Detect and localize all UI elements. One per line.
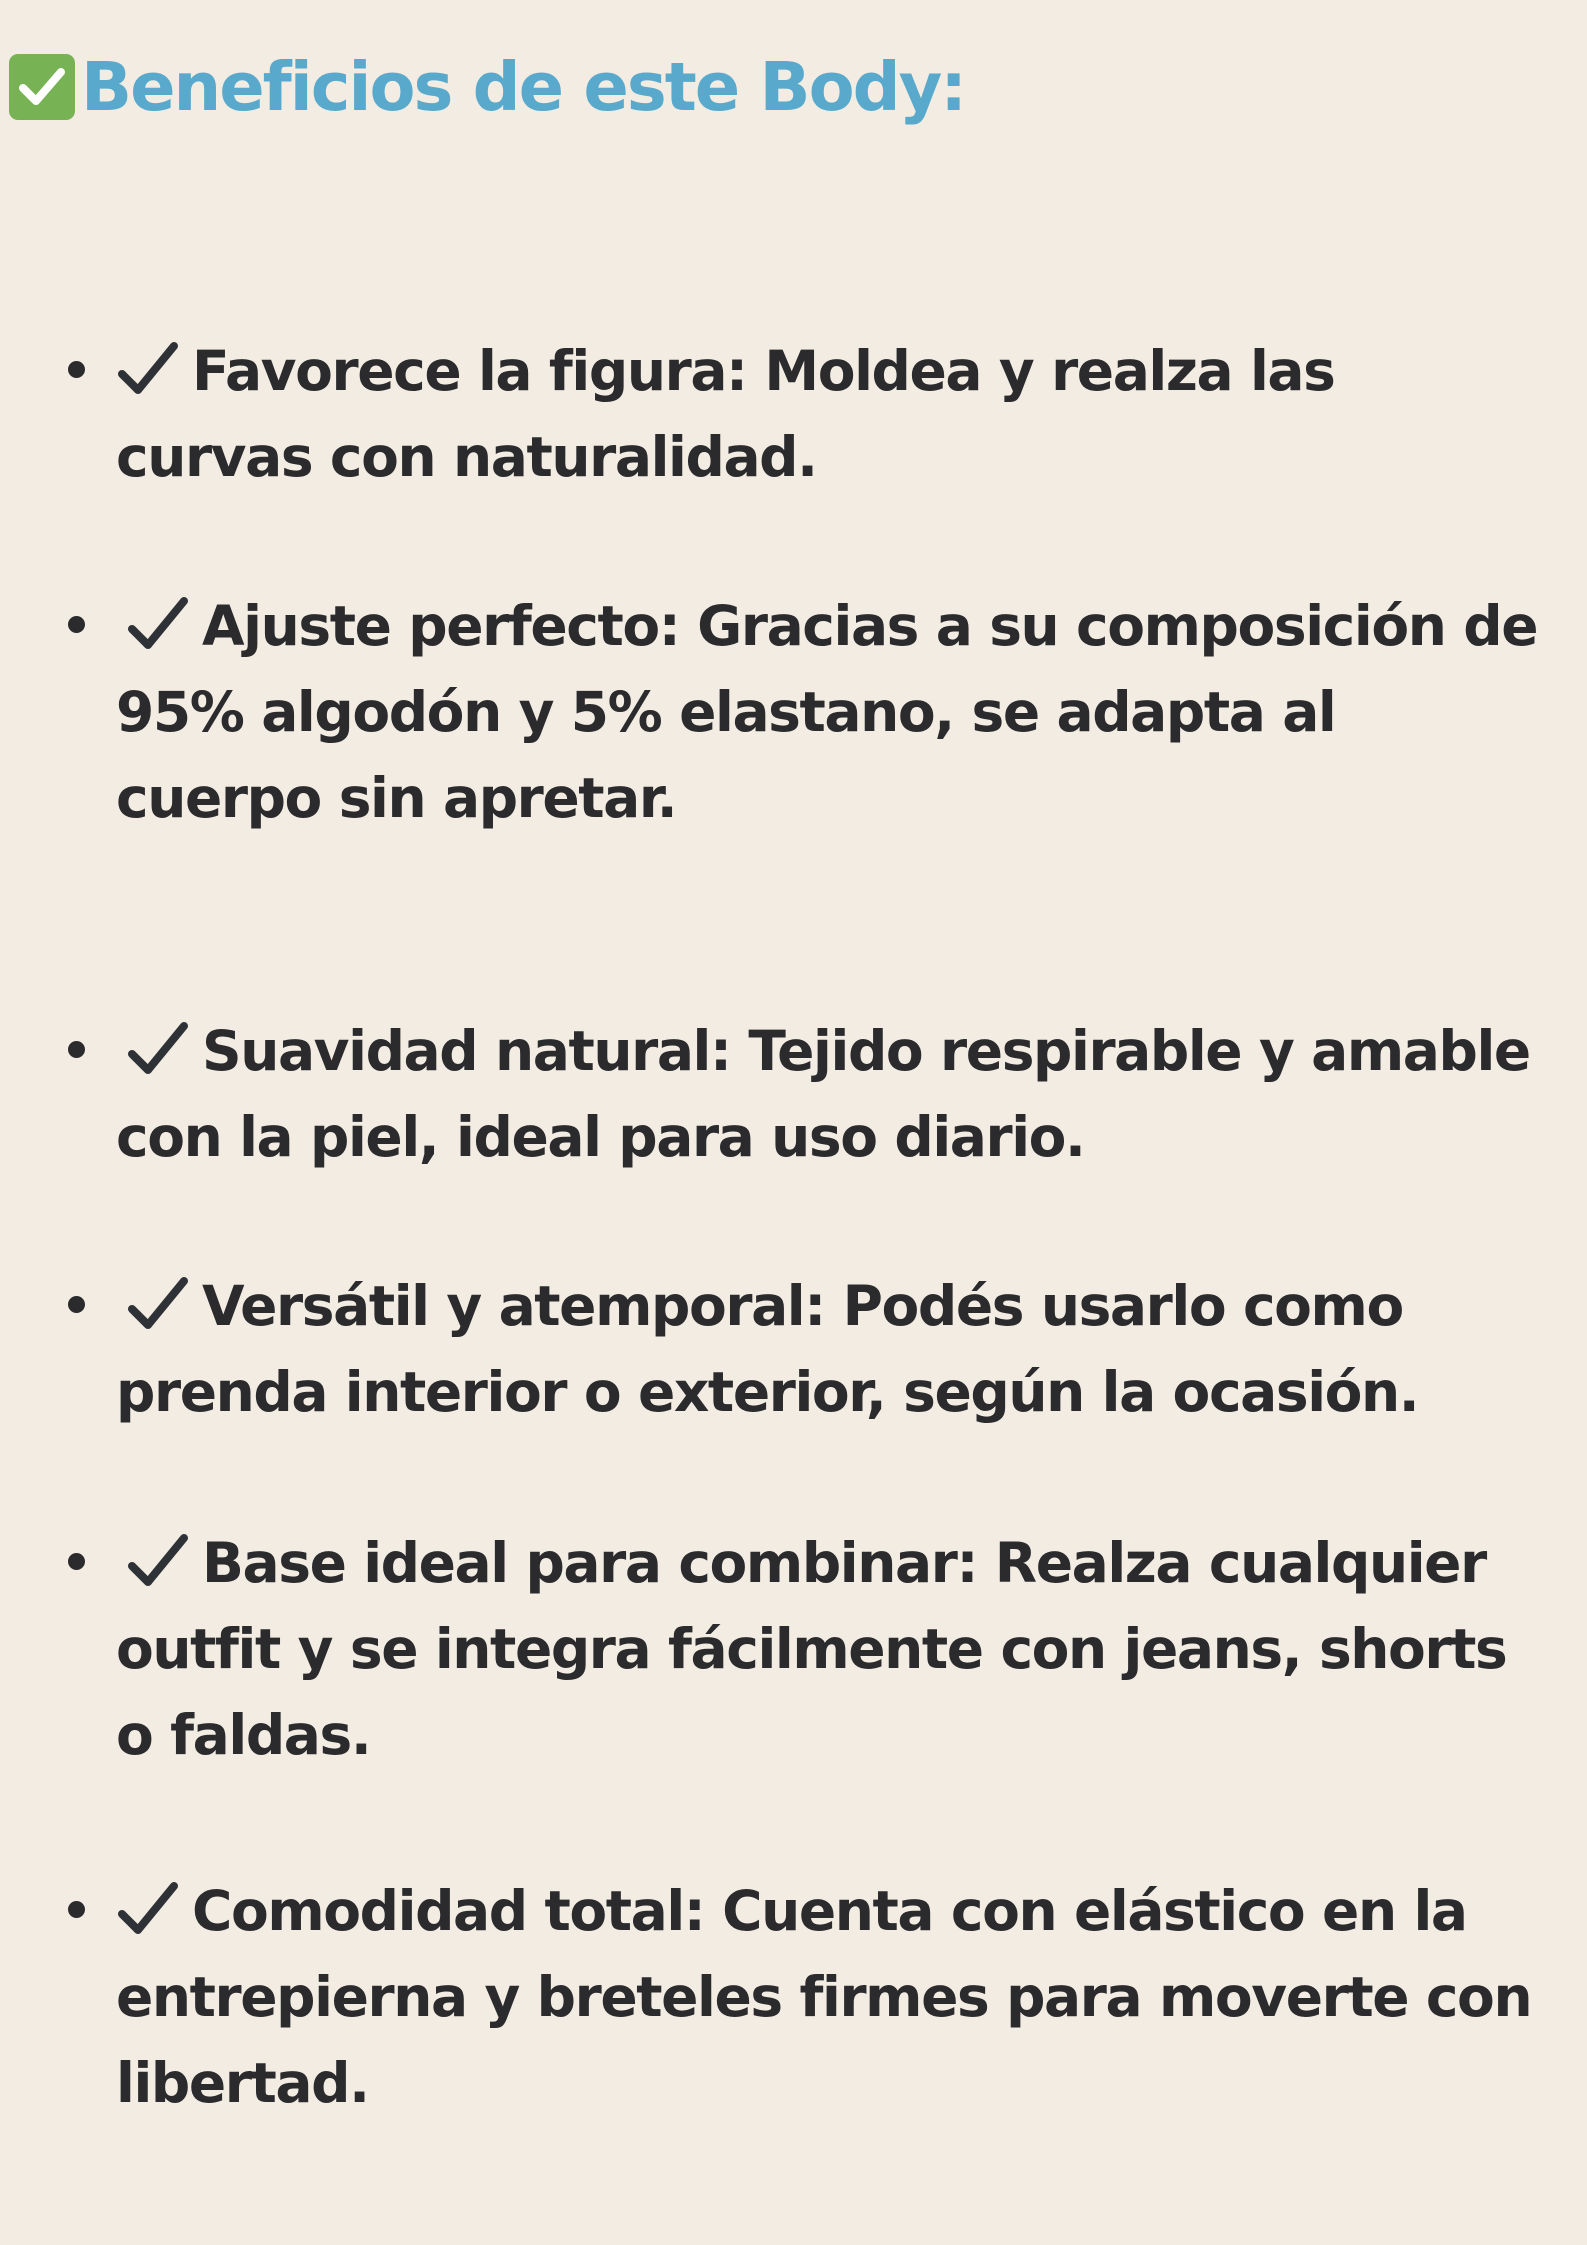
title-text: Beneficios de este Body: [81, 48, 966, 126]
check-mark-box-icon [9, 54, 75, 120]
benefit-text: Suavidad natural: Tejido respirable y amable con la piel, ideal para uso diario. [116, 1019, 1530, 1169]
check-mark-icon [116, 340, 180, 398]
benefit-item [116, 583, 1546, 841]
benefit-item [116, 1263, 1546, 1435]
bullet-dot [68, 361, 85, 378]
check-mark-icon [126, 1275, 190, 1333]
benefit-text: Favorece la figura: Moldea y realza las curvas con naturalidad. [116, 339, 1335, 489]
check-mark-icon [126, 1020, 190, 1078]
benefit-item [116, 1520, 1546, 1778]
check-mark-icon [116, 1880, 180, 1938]
benefit-item [116, 1868, 1546, 2126]
bullet-dot [68, 1041, 85, 1058]
benefit-text: Base ideal para combinar: Realza cualquier outfit y se integra fácilmente con jeans, shorts o faldas. [116, 1531, 1507, 1767]
benefit-text: Ajuste perfecto: Gracias a su composición de 95% algodón y 5% elastano, se adapta al cuerpo sin apretar. [116, 594, 1538, 830]
benefit-text: Comodidad total: Cuenta con elástico en la entrepierna y breteles firmes para moverte con libertad. [116, 1879, 1532, 2115]
benefit-item [116, 328, 1546, 500]
check-mark-icon [126, 595, 190, 653]
benefit-item [116, 1008, 1546, 1180]
bullet-dot [68, 1553, 85, 1570]
benefit-text: Versátil y atemporal: Podés usarlo como prenda interior o exterior, según la ocasión. [116, 1274, 1419, 1424]
check-mark-icon [126, 1532, 190, 1590]
page-title [9, 46, 965, 128]
bullet-dot [68, 1296, 85, 1313]
bullet-dot [68, 616, 85, 633]
bullet-dot [68, 1901, 85, 1918]
